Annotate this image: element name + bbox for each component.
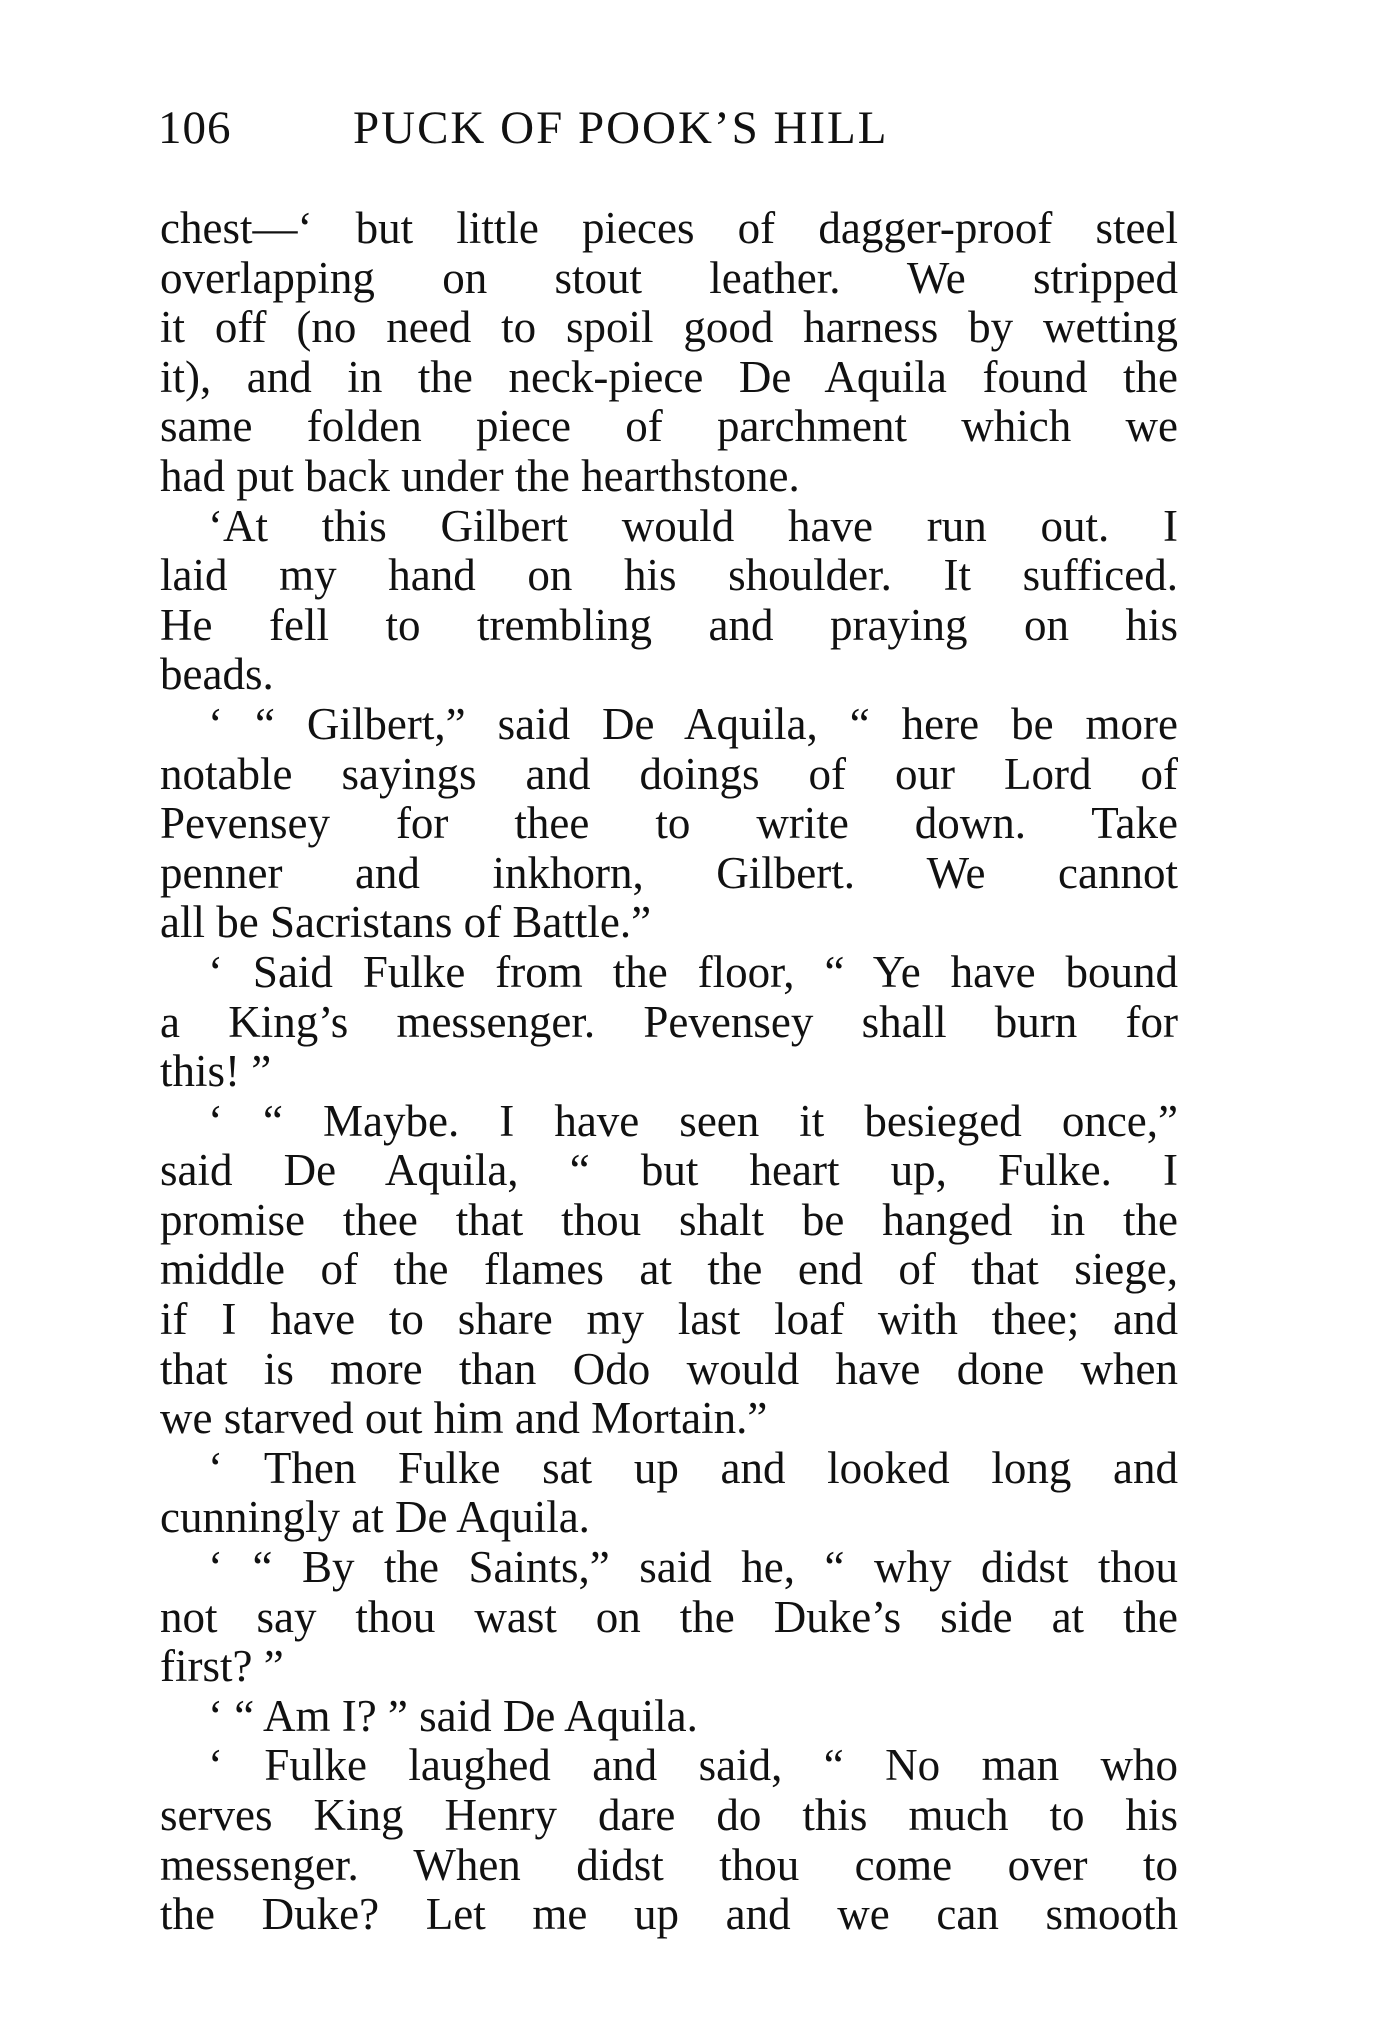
text-line: ‘ “ Am I? ” said De Aquila.	[208, 1691, 698, 1741]
text-line: not say thou wast on the Duke’s side at the	[160, 1592, 1178, 1642]
text-line: ‘ “ Maybe. I have seen it besieged once,”	[208, 1096, 1178, 1146]
text-line: a King’s messenger. Pevensey shall burn for	[160, 997, 1178, 1047]
running-header	[158, 98, 1178, 158]
text-line: He fell to trembling and praying on his	[160, 600, 1178, 650]
text-line: if I have to share my last loaf with thee; and	[160, 1295, 1178, 1345]
text-line: beads.	[160, 650, 274, 700]
text-line: it), and in the neck-piece De Aquila found the	[160, 352, 1178, 402]
text-line: the Duke? Let me up and we can smooth	[160, 1890, 1178, 1940]
body-text	[160, 204, 1178, 1940]
text-line: overlapping on stout leather. We stripped	[160, 253, 1178, 303]
text-line: notable sayings and doings of our Lord of	[160, 749, 1178, 799]
text-line: ‘ Fulke laughed and said, “ No man who	[208, 1741, 1178, 1791]
text-line: serves King Henry dare do this much to his	[160, 1791, 1178, 1840]
text-line: ‘ “ Gilbert,” said De Aquila, “ here be more	[208, 699, 1178, 749]
text-line: said De Aquila, “ but heart up, Fulke. I	[160, 1146, 1178, 1196]
text-line: cunningly at De Aquila.	[160, 1493, 590, 1543]
text-line: had put back under the hearthstone.	[160, 451, 800, 501]
text-line: all be Sacristans of Battle.”	[160, 898, 652, 948]
text-line: we starved out him and Mortain.”	[160, 1394, 768, 1444]
text-line: this! ”	[160, 1047, 272, 1097]
text-line: same folden piece of parchment which we	[160, 402, 1178, 452]
text-line: middle of the flames at the end of that siege,	[160, 1245, 1178, 1295]
text-line: ‘ Said Fulke from the floor, “ Ye have bound	[208, 947, 1178, 997]
text-line: chest—‘ but little pieces of dagger-proof steel	[160, 204, 1178, 253]
page-number: 106	[158, 102, 232, 154]
text-line: messenger. When didst thou come over to	[160, 1840, 1178, 1890]
text-line: it off (no need to spoil good harness by wetting	[160, 303, 1178, 353]
text-line: penner and inkhorn, Gilbert. We cannot	[160, 848, 1178, 898]
text-line: ‘ Then Fulke sat up and looked long and	[208, 1443, 1178, 1493]
text-line: promise thee that thou shalt be hanged in the	[160, 1195, 1178, 1245]
text-line: Pevensey for thee to write down. Take	[160, 799, 1178, 849]
text-line: ‘At this Gilbert would have run out. I	[208, 501, 1178, 551]
text-line: that is more than Odo would have done when	[160, 1344, 1178, 1394]
text-line: laid my hand on his shoulder. It sufficed.	[160, 551, 1178, 601]
book-title-header: PUCK OF POOK’S HILL	[353, 102, 889, 154]
text-line: first? ”	[160, 1642, 284, 1692]
text-line: ‘ “ By the Saints,” said he, “ why didst thou	[208, 1543, 1178, 1593]
